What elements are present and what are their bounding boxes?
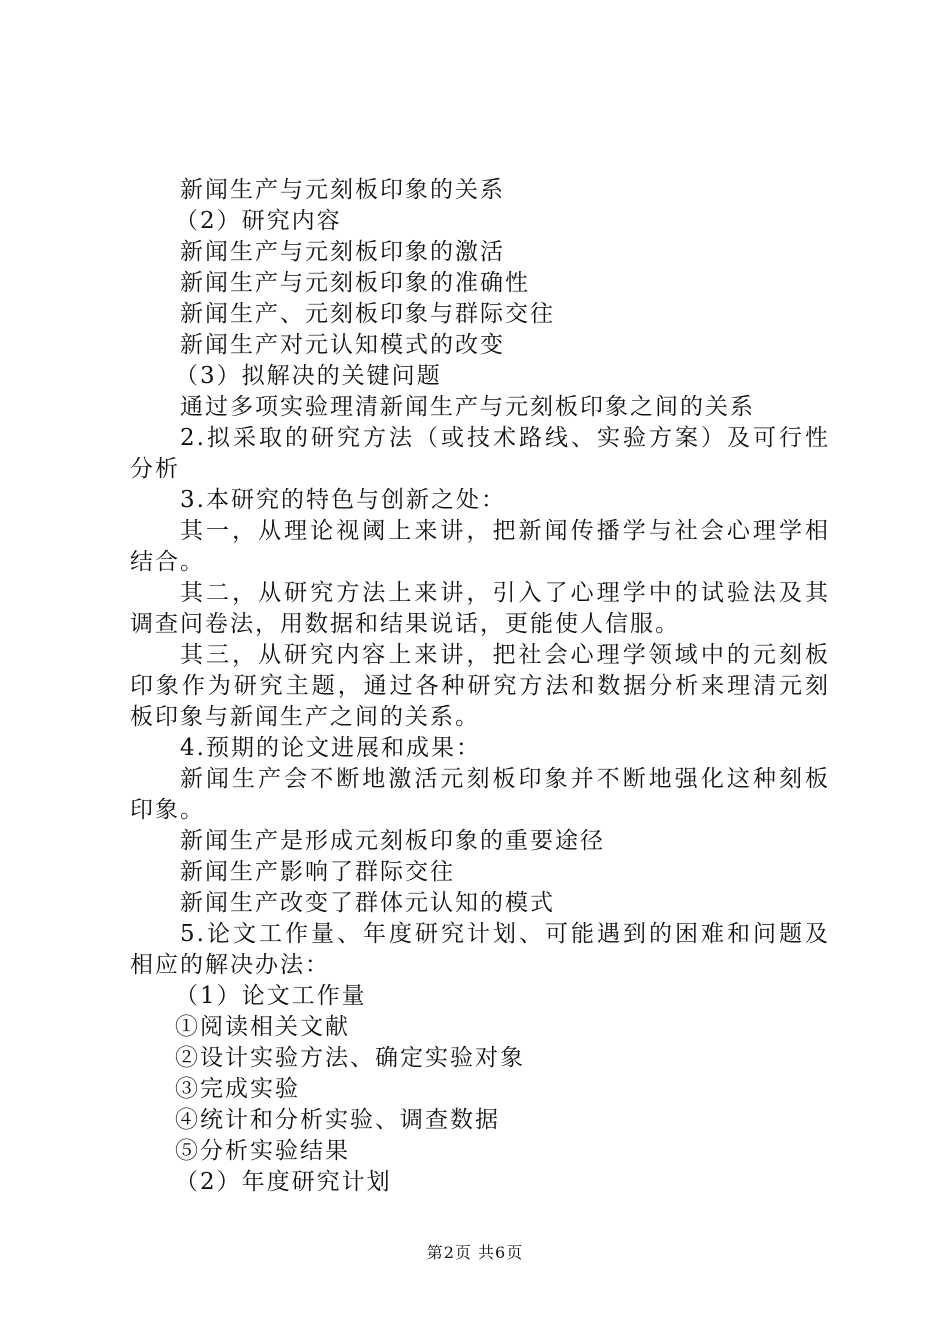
list-item: ④统计和分析实验、调查数据	[175, 1107, 500, 1133]
list-item: ②设计实验方法、确定实验对象	[175, 1045, 525, 1071]
paragraph-line: 板印象与新闻生产之间的关系。	[130, 704, 480, 730]
text-line: 分析	[130, 456, 180, 482]
paragraph-line: 调查问卷法，用数据和结果说话，更能使人信服。	[130, 611, 680, 637]
paragraph-line: 印象作为研究主题，通过各种研究方法和数据分析来理清元刻	[130, 673, 830, 699]
numbered-heading: 2.拟采取的研究方法（或技术路线、实验方案）及可行性	[180, 425, 830, 451]
paragraph-line: 其三，从研究内容上来讲，把社会心理学领域中的元刻板	[180, 642, 830, 668]
text-line: 新闻生产与元刻板印象的准确性	[180, 270, 530, 296]
numbered-heading: 4.预期的论文进展和成果：	[180, 735, 481, 761]
numbered-heading: 5.论文工作量、年度研究计划、可能遇到的困难和问题及	[180, 921, 830, 947]
section-heading: （3）拟解决的关键问题	[175, 363, 442, 389]
section-heading: （2）研究内容	[175, 208, 342, 234]
paragraph-line: 其一，从理论视阈上来讲，把新闻传播学与社会心理学相	[180, 518, 830, 544]
paragraph-line: 新闻生产会不断地激活元刻板印象并不断地强化这种刻板	[180, 766, 830, 792]
list-item: ③完成实验	[175, 1076, 300, 1102]
text-line: 新闻生产影响了群际交往	[180, 859, 455, 885]
section-heading: （2）年度研究计划	[175, 1169, 392, 1195]
text-line: 通过多项实验理清新闻生产与元刻板印象之间的关系	[180, 394, 755, 420]
text-line: 相应的解决办法：	[130, 952, 330, 978]
text-line: 新闻生产与元刻板印象的激活	[180, 239, 505, 265]
text-line: 新闻生产对元认知模式的改变	[180, 332, 505, 358]
section-heading: （1）论文工作量	[175, 983, 367, 1009]
text-line: 新闻生产、元刻板印象与群际交往	[180, 301, 555, 327]
paragraph-line: 印象。	[130, 797, 205, 823]
text-line: 新闻生产与元刻板印象的关系	[180, 177, 505, 203]
text-line: 新闻生产是形成元刻板印象的重要途径	[180, 828, 605, 854]
paragraph-line: 其二，从研究方法上来讲，引入了心理学中的试验法及其	[180, 580, 830, 606]
numbered-heading: 3.本研究的特色与创新之处：	[180, 487, 506, 513]
paragraph-line: 结合。	[130, 549, 205, 575]
list-item: ①阅读相关文献	[175, 1014, 350, 1040]
text-line: 新闻生产改变了群体元认知的模式	[180, 890, 555, 916]
page-number-footer: 第2页 共6页	[426, 1243, 524, 1262]
list-item: ⑤分析实验结果	[175, 1138, 350, 1164]
